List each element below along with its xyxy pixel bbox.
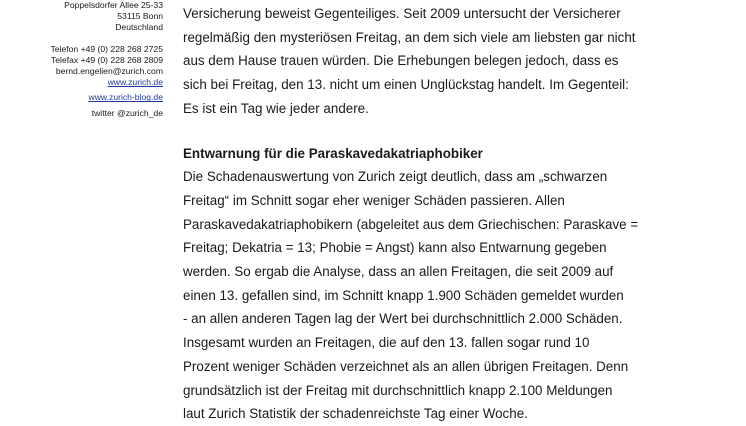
fax-number: Telefax +49 (0) 228 268 2809 — [50, 54, 163, 65]
text-line: Freitag“ im Schnitt sogar eher weniger Schäden passieren. Allen — [183, 192, 565, 208]
text-line: Prozent weniger Schäden verzeichnet als an allen übrigen Freitagen. Denn — [183, 358, 629, 374]
body-paragraph — [183, 165, 639, 426]
twitter-handle: twitter @zurich_de — [91, 107, 163, 118]
text-line: Paraskavedakatriaphobikern (abgeleitet aus dem Griechischen: Paraskave = — [183, 216, 639, 232]
section-heading: Entwarnung für die Paraskavedakatriaphobiker — [183, 145, 483, 161]
phone-number: Telefon +49 (0) 228 268 2725 — [50, 43, 163, 54]
intro-paragraph — [183, 2, 636, 121]
address-city: 53115 Bonn — [117, 11, 163, 22]
text-line: - an allen anderen Tagen lag der Wert bei durchschnittlich 2.000 Schäden. — [183, 311, 623, 327]
email-address: bernd.engelien@zurich.com — [55, 66, 163, 77]
text-line: Freitag; Dekatria = 13; Phobie = Angst) kann also Entwarnung gegeben — [183, 240, 607, 256]
contact-sidebar — [0, 0, 163, 119]
text-line: grundsätzlich ist der Freitag mit durchschnittlich knapp 2.100 Meldungen — [183, 382, 613, 398]
article-body — [183, 2, 639, 426]
text-line: Es ist ein Tag wie jeder andere. — [183, 100, 369, 116]
text-line: einen 13. gefallen sind, im Schnitt knapp 1.900 Schäden gemeldet wurden — [183, 287, 624, 303]
text-line: aus dem Hause trauen würden. Die Erhebungen belegen jedoch, dass es — [183, 53, 619, 69]
text-line: regelmäßig den mysteriösen Freitag, an dem sich viele am liebsten gar nicht — [183, 29, 636, 45]
text-line: sich bei Freitag, den 13. nicht um einen Unglückstag handelt. Im Gegenteil: — [183, 77, 629, 93]
text-line: laut Zurich Statistik der schadenreichste Tag einer Woche. — [183, 406, 528, 422]
text-line: werden. So ergab die Analyse, dass an allen Freitagen, die seit 2009 auf — [183, 264, 614, 280]
address-street: Poppelsdorfer Allee 25-33 — [64, 0, 163, 10]
blog-link[interactable]: www.zurich-blog.de — [88, 92, 163, 103]
text-line: Versicherung beweist Gegenteiliges. Seit 2009 untersucht der Versicherer — [183, 6, 621, 21]
text-line: Insgesamt wurden an Freitagen, die auf den 13. fallen sogar rund 10 — [183, 335, 590, 351]
website-link[interactable]: www.zurich.de — [107, 77, 163, 88]
address-country: Deutschland — [115, 22, 163, 33]
text-line: Die Schadenauswertung von Zurich zeigt deutlich, dass am „schwarzen — [183, 169, 608, 185]
